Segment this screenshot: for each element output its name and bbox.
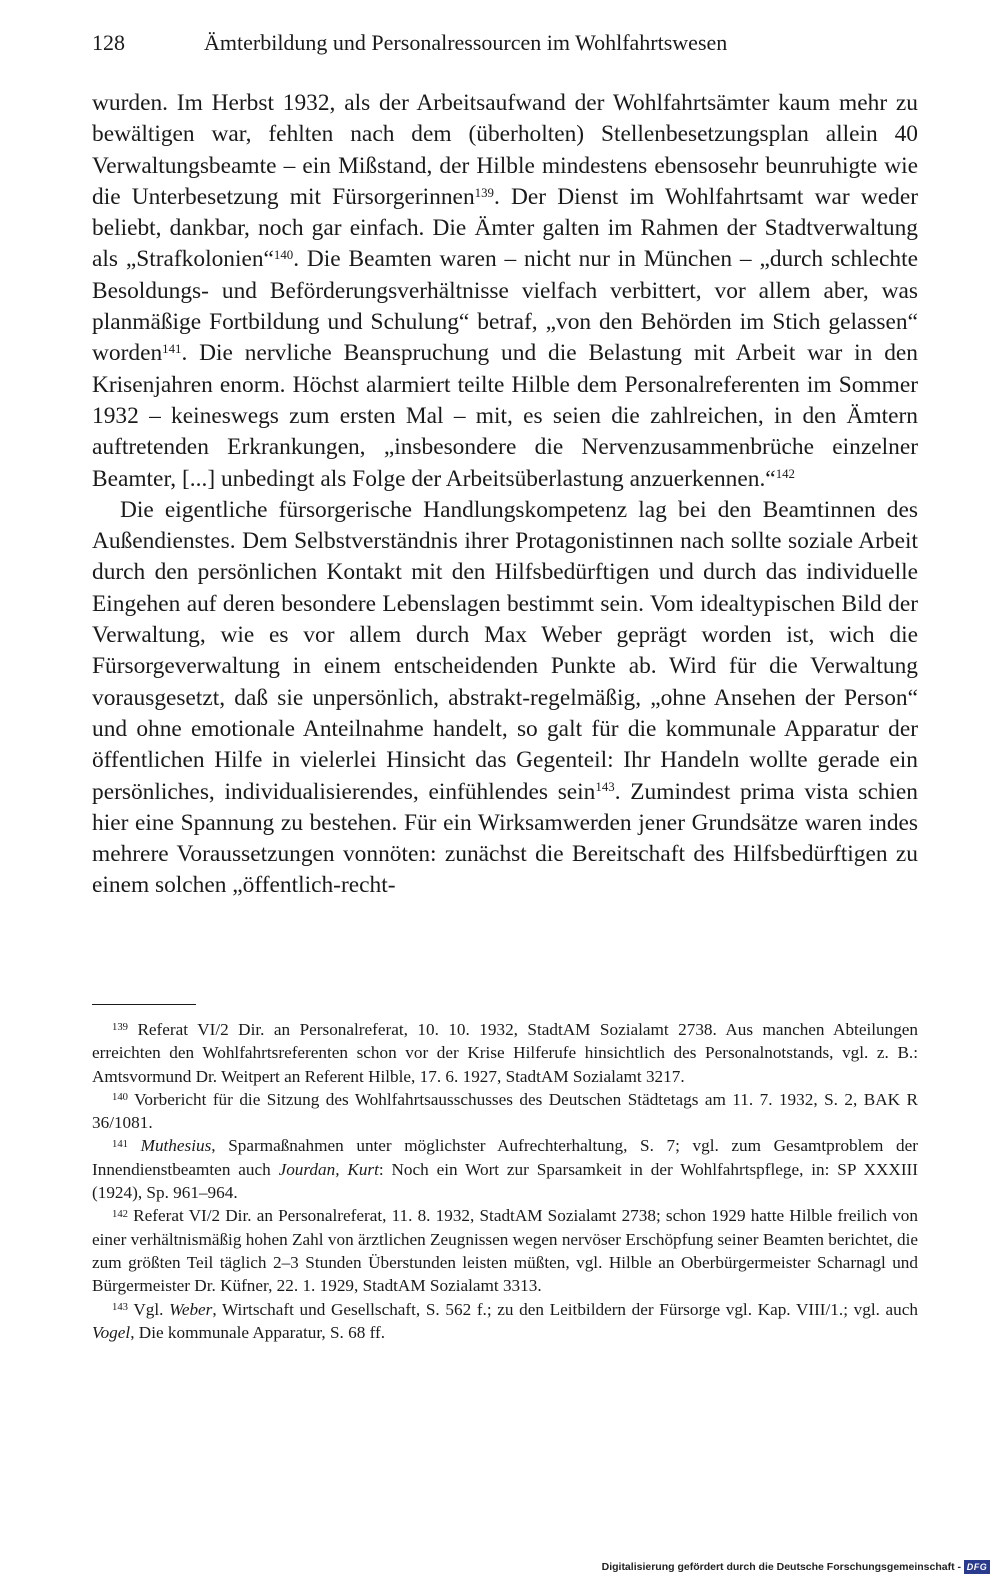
text-run: . Der Dienst im Wohlfahrtsamt war weder beliebt, dankbar, noch gar einfach. Die Ämter galten im Rahmen der Stadtverwaltung als „Strafkolonien“ (92, 183, 918, 273)
text-run: Die eigentliche fürsorgerische Handlungskompetenz lag bei den Beamtinnen des Außendienstes. Dem Selbstverständnis ihrer Protagonistinnen nach sollte soziale Arbeit durch den persönlichen Kontakt mit den Hilfsbedürftigen und durch das individuelle Eingehen auf deren besondere Lebenslagen bestimmt sein. Vom idealtypischen Bild der Verwaltung, wie es vor allem durch Max Weber geprägt worden ist, wich die Fürsorgeverwaltung in einem entscheidenden Punkte ab. Wird für die Verwaltung vorausgesetzt, daß sie unpersönlich, abstrakt-regelmäßig, „ohne Ansehen der Person“ und ohne emotionale Anteilnahme handelt, so galt für die kommunale Apparatur der öffentlichen Hilfe in vielerlei Hinsicht das Gegenteil: Ihr Handeln wollte gerade ein persönliches, individualisierendes, einfühlendes sein (92, 496, 918, 805)
funding-text: Digitalisierung gefördert durch die Deutsche Forschungsgemeinschaft - (601, 1561, 961, 1573)
footnote-text: , Die kommunale Apparatur, S. 68 ff. (130, 1322, 386, 1342)
footnote-140 (92, 1088, 918, 1135)
page-number: 128 (92, 30, 125, 55)
footnote-number: 142 (112, 1208, 128, 1220)
author-name: Weber (169, 1299, 213, 1319)
footnote-number: 143 (112, 1301, 128, 1313)
author-name: Jourdan, Kurt (278, 1159, 379, 1179)
footnote-number: 139 (112, 1022, 128, 1034)
paragraph (92, 495, 918, 902)
text-run: . Zumindest prima vista schien hier eine Spannung zu bestehen. Für ein Wirksamwerden jener Grundsätze waren indes mehrere Voraussetzungen vonnöten: zunächst die Bereitschaft des Hilfsbedürftigen zu einem solchen „öffentlich-recht- (92, 778, 919, 899)
footnote-141 (92, 1134, 918, 1204)
footnote-142 (92, 1204, 918, 1297)
footnote-reference: 140 (273, 248, 294, 263)
page-header (92, 26, 922, 60)
text-run: . Die nervliche Beanspruchung und die Belastung mit Arbeit war in den Krisenjahren enorm. Höchst alarmiert teilte Hilble dem Personalreferenten im Sommer 1932 – keineswegs zum ersten Mal – mit, es seien die zahlreichen, in den Ämtern auftretenden Erkrankungen, „insbesondere die Nervenzusammenbrüche einzelner Beamter, [...] unbedingt als Folge der Arbeitsüberlastung anzuerkennen.“ (92, 340, 918, 492)
footnote-number: 141 (112, 1138, 128, 1150)
footnote-139 (92, 1018, 918, 1088)
footnote-separator (92, 1004, 196, 1005)
footnote-reference: 139 (474, 185, 494, 200)
footnote-reference: 142 (775, 467, 795, 482)
footnote-text: : Noch ein Wort zur Sparsamkeit in der Wohlfahrtspflege, in: SP XXXIII (1924), Sp. 961–964. (92, 1159, 919, 1203)
footnote-text: Vorbericht für die Sitzung des Wohlfahrtsausschusses des Deutschen Städtetags am 11. 7. 1932, S. 2, BAK R 36/1081. (92, 1089, 918, 1133)
footnote-reference: 143 (595, 780, 615, 795)
footnotes (92, 1018, 918, 1344)
footnote-text: , Wirtschaft und Gesellschaft, S. 562 f.; zu den Leitbildern der Fürsorge vgl. Kap. VIII/1.; vgl. auch (212, 1299, 918, 1319)
funding-notice (602, 1558, 990, 1576)
footnote-text: Vgl. (133, 1299, 170, 1319)
footnote-text: Referat VI/2 Dir. an Personalreferat, 10. 10. 1932, StadtAM Sozialamt 2738. Aus manchen Abteilungen erreichten den Wohlfahrtsreferenten schon vor der Krise Hilferufe hinsichtlich des Personalnotstands, vgl. z. B.: Amtsvormund Dr. Weitpert an Referent Hilble, 17. 6. 1927, StadtAM Sozialamt 3217. (92, 1020, 919, 1086)
running-title: Ämterbildung und Personalressourcen im Wohlfahrtswesen (204, 30, 728, 55)
dfg-logo: DFG (964, 1560, 990, 1574)
footnote-number: 140 (112, 1092, 128, 1104)
text-run: wurden. Im Herbst 1932, als der Arbeitsaufwand der Wohlfahrtsämter kaum mehr zu bewältigen war, fehlten nach dem (überholten) Stellenbesetzungsplan allein 40 Verwaltungsbeamte – ein Mißstand, der Hilble mindestens ebensosehr beunruhigte wie die Unterbesetzung mit Fürsorgerinnen (92, 90, 918, 210)
author-name: Vogel (92, 1322, 131, 1342)
author-name: Muthesius (140, 1136, 212, 1156)
footnote-reference: 141 (162, 342, 182, 357)
text-run: . Die Beamten waren – nicht nur in München – „durch schlechte Besoldungs- und Beförderungsverhältnisse vielfach verbittert, vor allem aber, was planmäßige Fortbildung und Schulung“ betraf, „von den Behörden im Stich gelassen“ worden (92, 246, 918, 367)
footnote-text: , Sparmaßnahmen unter möglichster Aufrechterhaltung, S. 7; vgl. zum Gesamtproblem der Innendienstbeamten auch (92, 1136, 918, 1179)
footnote-text: Referat VI/2 Dir. an Personalreferat, 11. 8. 1932, StadtAM Sozialamt 2738; schon 1929 hatte Hilble freilich von einer verhältnismäßig hohen Zahl von ärztlichen Zeugnissen wegen nervöser Erschöpfung seiner Beamten berichtet, die zum größten Teil täglich 2–3 Stunden Überstunden leisten müßten, vgl. Hilble an Oberbürgermeister Scharnagl und Bürgermeister Dr. Küfner, 22. 1. 1929, StadtAM Sozialamt 3313. (92, 1206, 918, 1296)
footnote-143 (92, 1298, 918, 1345)
main-text (92, 88, 918, 902)
paragraph (92, 88, 918, 495)
